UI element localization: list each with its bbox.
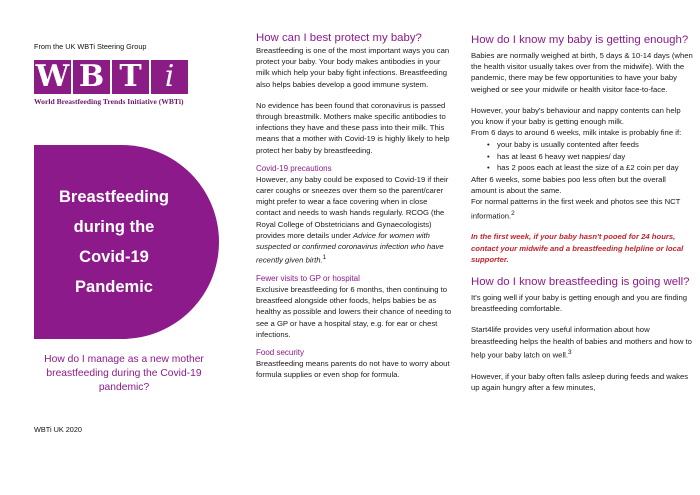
protect-heading: How can I best protect my baby? [256, 32, 422, 44]
going-well-paragraph: It's going well if your baby is getting enough and you are finding breastfeeding comfortable. [471, 293, 688, 314]
footnote-ref: 3 [568, 348, 572, 356]
going-well-heading: How do I know breastfeeding is going well? [471, 276, 690, 289]
logo-letter-b: B [73, 60, 110, 94]
nct-text: For normal patterns in the first week and photos see this NCT information. [471, 197, 681, 221]
enough-body [471, 33, 693, 393]
from-line: From the UK WBTi Steering Group [34, 42, 147, 51]
food-paragraph: Breastfeeding means parents do not have to worry about formula supplies or even shop for formula. [256, 359, 450, 380]
cover-title-line: Pandemic [75, 278, 153, 296]
logo-letter-i: i [151, 60, 188, 94]
enough-heading: How do I know my baby is getting enough? [471, 34, 689, 46]
behaviour-paragraph: However, your baby's behaviour and nappy contents can help you know if your baby is getting enough milk. [471, 105, 681, 127]
footnote-ref: 1 [322, 254, 327, 262]
cover-title-line: during the [73, 218, 155, 236]
cover-panel [0, 0, 232, 495]
protect-body [256, 45, 452, 380]
cover-title-line: Covid-19 [79, 248, 149, 266]
cover-question: How do I manage as a new mother breastfeeding during the Covid-19 pandemic? [44, 354, 204, 393]
cover-title [34, 182, 194, 302]
checklist-item: • your baby is usually contented after feeds [487, 139, 693, 150]
logo-subtitle: World Breastfeeding Trends Initiative (WBTi) [34, 97, 184, 106]
precautions-paragraph [256, 174, 452, 266]
protect-panel [253, 0, 452, 495]
enough-panel [468, 0, 694, 495]
intake-checklist [487, 139, 693, 173]
weigh-paragraph: Babies are normally weighed at birth, 5 days & 10-14 days (when the health visitor usually takes over from the midwife). With the pandemic, there may be few opportunities to have your baby weighed or see your midwife or health visitor face-to-face. [471, 51, 693, 94]
gp-heading: Fewer visits to GP or hospital [256, 274, 360, 284]
footer-credit: WBTi UK 2020 [34, 425, 82, 434]
food-heading: Food security [256, 348, 305, 358]
checklist-item: • has at least 6 heavy wet nappies/ day [487, 151, 693, 162]
start4life-paragraph [471, 324, 693, 360]
rcog-advice-title: Advice for women with suspected or confirmed coronavirus infection who have recently given birth. [256, 230, 444, 265]
logo-letter-w: W [35, 59, 70, 94]
cover-title-line: Breastfeeding [58, 188, 170, 206]
evidence-paragraph: No evidence has been found that coronavirus is passed through breastmilk. Mothers make specific antibodies to infections they have and these pass into their milk. This means that a mother with Covid-19 is highly likely to help protect her baby by breastfeeding. [256, 100, 450, 155]
nct-paragraph [471, 196, 693, 221]
sleep-paragraph: However, if your baby often falls asleep during feeds and wakes up again hungry after a few minutes, [471, 371, 689, 392]
footnote-ref: 2 [511, 209, 515, 217]
intake-paragraph: From 6 days to around 6 weeks, milk intake is probably fine if: [471, 128, 682, 138]
intro-paragraph: Breastfeeding is one of the most important ways you can protect your baby. Your body makes antibodies in your milk which help your baby fight infections. Breastfeeding also helps babies develop a good immune system. [256, 46, 450, 89]
start4life-text: Start4life provides very useful information about how breastfeeding helps the health of babies and mothers and how to help your baby latch on well. [471, 325, 692, 360]
after-six-weeks-paragraph: After 6 weeks, some babies poo less often but the overall amount is about the same. [471, 175, 666, 196]
logo-letter-t: T [112, 60, 149, 94]
precautions-heading: Covid-19 precautions [256, 163, 332, 173]
checklist-item: • has 2 poos each at least the size of a £2 coin per day [487, 162, 693, 173]
precautions-text: However, any baby could be exposed to Covid-19 if their carer coughs or sneezes over them so the parent/carer might prefer to wear a face covering when in close contact and needs to wash hands regularly. RCOG (the Royal College of Obstetricians and Gynaecologists) provides more details under [256, 174, 449, 240]
wbti-logo [34, 60, 188, 94]
alert-paragraph: In the first week, if your baby hasn't pooed for 24 hours, contact your midwife and a breastfeeding helpline or local supporter. [471, 232, 684, 264]
gp-paragraph: Exclusive breastfeeding for 6 months, then continuing to breastfeed alongside other foods, helps babies be as healthy as possible and lowers their chance of needing to see a GP or have a hospital stay, e.g. for ear or chest infections. [256, 285, 452, 339]
